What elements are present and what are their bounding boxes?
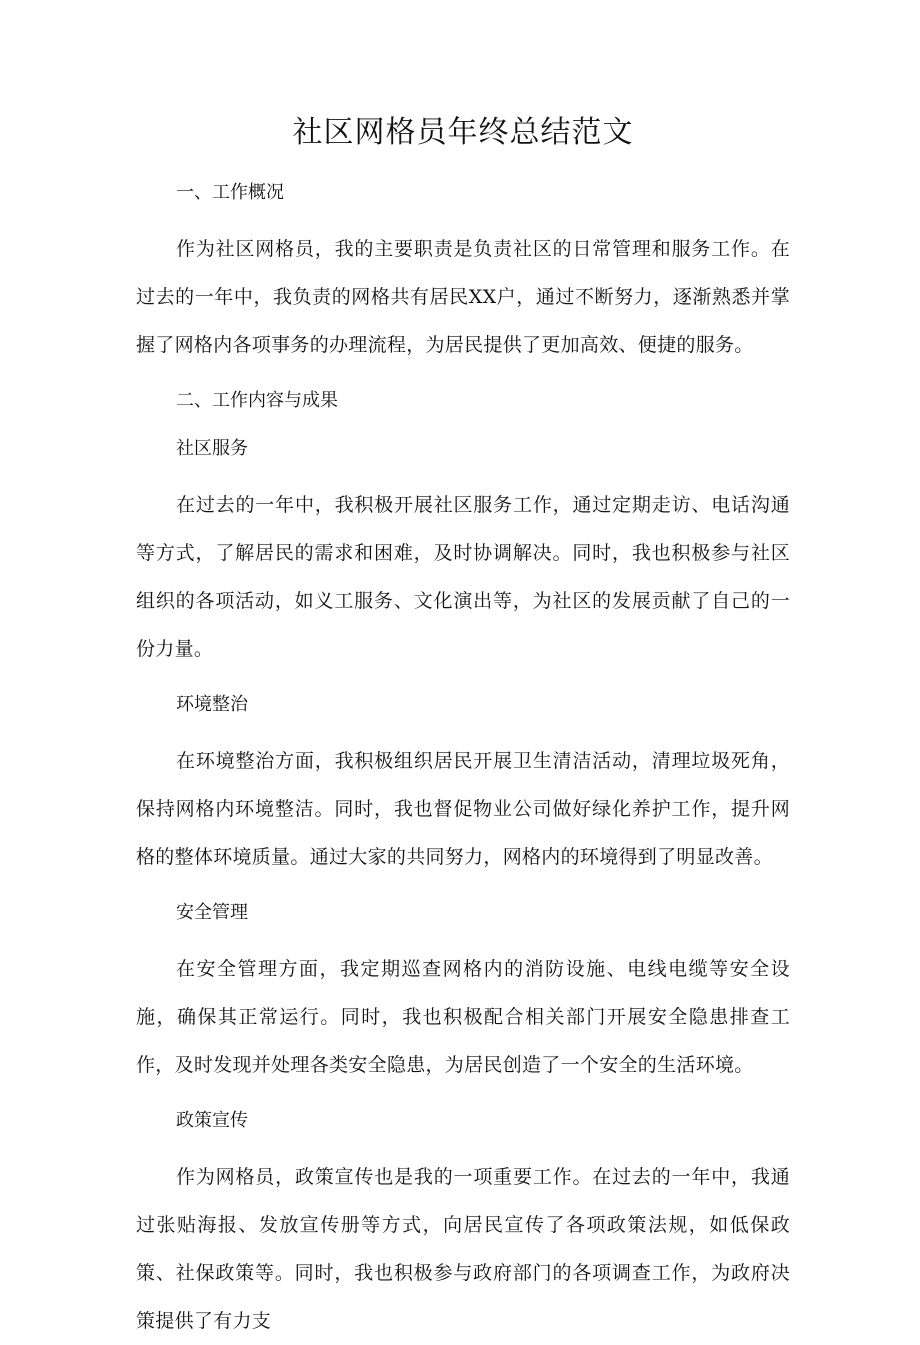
paragraph-community-service: 在过去的一年中，我积极开展社区服务工作，通过定期走访、电话沟通等方式，了解居民的需求和困难，及时协调解决。同时，我也积极参与社区组织的各项活动，如义工服务、文化演出等，为社区的发展贡献了自己的一份力量。 [136, 494, 790, 660]
paragraph-policy: 作为网格员，政策宣传也是我的一项重要工作。在过去的一年中，我通过张贴海报、发放宣传册等方式，向居民宣传了各项政策法规，如低保政策、社保政策等。同时，我也积极参与政府部门的各项调查工作，为政府决策提供了有力支 [136, 1166, 790, 1332]
sub-heading-community-service: 社区服务 [176, 438, 248, 459]
sub-heading-environment: 环境整治 [176, 694, 248, 715]
section-heading-overview: 一、工作概况 [176, 182, 284, 203]
sub-heading-policy: 政策宣传 [176, 1110, 248, 1131]
paragraph-overview: 作为社区网格员，我的主要职责是负责社区的日常管理和服务工作。在过去的一年中，我负责的网格共有居民XX户，通过不断努力，逐渐熟悉并掌握了网格内各项事务的办理流程，为居民提供了更加高效、便捷的服务。 [136, 238, 790, 356]
paragraph-safety: 在安全管理方面，我定期巡查网格内的消防设施、电线电缆等安全设施，确保其正常运行。同时，我也积极配合相关部门开展安全隐患排查工作，及时发现并处理各类安全隐患，为居民创造了一个安全的生活环境。 [136, 958, 790, 1076]
document-title: 社区网格员年终总结范文 [292, 115, 634, 150]
paragraph-environment: 在环境整治方面，我积极组织居民开展卫生清洁活动，清理垃圾死角，保持网格内环境整洁。同时，我也督促物业公司做好绿化养护工作，提升网格的整体环境质量。通过大家的共同努力，网格内的环境得到了明显改善。 [136, 750, 790, 868]
sub-heading-safety: 安全管理 [176, 902, 248, 923]
section-heading-content-results: 二、工作内容与成果 [176, 390, 338, 411]
